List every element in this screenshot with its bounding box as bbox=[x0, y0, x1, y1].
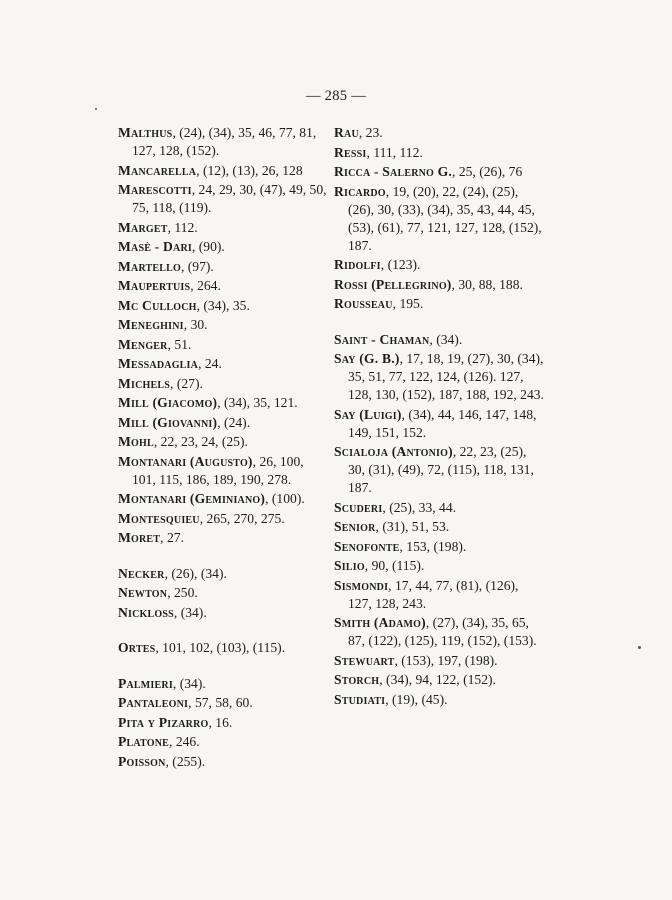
index-entry bbox=[334, 499, 544, 517]
index-entry-pages: , 90, (115). bbox=[364, 558, 425, 573]
index-entry-name: Stewuart bbox=[334, 652, 395, 668]
index-entry-name: Rousseau bbox=[334, 296, 393, 311]
index-entry-pages: , (100). bbox=[265, 491, 305, 506]
index-entry-pages: , (34). bbox=[429, 331, 463, 347]
index-entry-name: Montanari (Geminiano) bbox=[118, 491, 266, 506]
index-entry-name: Senior bbox=[334, 519, 376, 534]
index-entry-pages: , 264. bbox=[190, 278, 221, 293]
index-entry-pages: , 27. bbox=[160, 530, 184, 545]
index-entry bbox=[118, 414, 330, 432]
index-entry-pages: , (24). bbox=[217, 414, 251, 430]
section-gap bbox=[118, 549, 330, 565]
index-entry-pages: , (26), (34). bbox=[164, 565, 227, 581]
index-entry-name: Pantaleoni bbox=[118, 695, 189, 710]
index-entry-name: Messadaglia bbox=[118, 356, 199, 371]
index-entry bbox=[118, 277, 330, 295]
index-entry bbox=[334, 183, 544, 255]
index-entry bbox=[334, 652, 544, 670]
index-entry bbox=[334, 538, 544, 556]
index-entry-name: Rau bbox=[334, 125, 359, 140]
index-entry bbox=[118, 675, 330, 693]
index-entry-name: Ressi bbox=[334, 144, 367, 160]
index-entry bbox=[334, 671, 544, 689]
index-entry-name: Menger bbox=[118, 336, 168, 352]
index-entry bbox=[118, 355, 330, 373]
index-entry-pages: , 25, (26), 76 bbox=[452, 164, 523, 179]
index-entry bbox=[334, 295, 544, 313]
index-entry-pages: , (34). bbox=[173, 604, 207, 620]
index-entry-name: Storch bbox=[334, 672, 380, 687]
index-entry-pages: , (19), (45). bbox=[385, 691, 448, 707]
index-entry-pages: , 23. bbox=[358, 125, 383, 140]
index-entry-pages: , (34). bbox=[172, 675, 206, 691]
index-entry-name: Pita y Pizarro bbox=[118, 714, 209, 730]
index-entry-name: Smith (Adamo) bbox=[334, 615, 426, 630]
index-entry bbox=[118, 124, 330, 160]
index-entry-name: Necker bbox=[118, 565, 165, 581]
index-entry-name: Ricca - Salerno G. bbox=[334, 164, 453, 179]
index-entry-pages: , 24. bbox=[198, 356, 222, 371]
index-entry-pages: , (153), 197, (198). bbox=[394, 652, 498, 668]
index-entry-pages: , (255). bbox=[165, 753, 206, 769]
index-entry bbox=[334, 256, 544, 274]
index-entry-pages: , (90). bbox=[191, 239, 225, 254]
index-entry-pages: , 265, 270, 275. bbox=[199, 510, 285, 526]
index-entry bbox=[118, 604, 330, 622]
index-entry-pages: , 250. bbox=[167, 585, 198, 600]
index-entry-name: Masè - Dari bbox=[118, 239, 192, 254]
index-entry-pages: , 57, 58, 60. bbox=[188, 695, 253, 710]
section-gap bbox=[118, 623, 330, 639]
index-column-right bbox=[334, 124, 544, 710]
index-entry-name: Ortes bbox=[118, 640, 156, 655]
index-entry-pages: , (34), 35. bbox=[196, 297, 250, 313]
index-entry-name: Rossi (Pellegrino) bbox=[334, 276, 452, 292]
index-entry-pages: , (31), 51, 53. bbox=[375, 519, 450, 534]
index-entry bbox=[118, 490, 330, 508]
index-entry-name: Scialoja (Antonio) bbox=[334, 444, 453, 459]
index-entry-name: Sismondi bbox=[334, 577, 389, 593]
index-entry-pages: , 30, 88, 188. bbox=[451, 276, 523, 292]
index-entry-name: Studiati bbox=[334, 691, 386, 707]
index-entry-pages: , (34), 35, 121. bbox=[217, 395, 298, 410]
index-entry bbox=[118, 162, 330, 180]
index-entry bbox=[118, 433, 330, 451]
index-entry-pages: , 246. bbox=[169, 734, 200, 749]
index-entry bbox=[334, 518, 544, 536]
index-entry-pages: , 24, 29, 30, (47), 49, 50, 75, 118, (119). bbox=[132, 182, 327, 215]
index-entry-pages: , 101, 102, (103), (115). bbox=[155, 640, 286, 655]
index-entry bbox=[118, 316, 330, 334]
index-entry-pages: , (27), (34), 35, 65, 87, (122), (125), 119, (152), (153). bbox=[348, 615, 537, 648]
index-entry-pages: , 111, 112. bbox=[366, 144, 423, 160]
index-entry bbox=[118, 753, 330, 771]
index-entry-pages: , 17, 44, 77, (81), (126), 127, 128, 243. bbox=[348, 577, 519, 611]
index-entry-pages: , 51. bbox=[167, 336, 192, 352]
index-entry bbox=[118, 258, 330, 276]
index-entry bbox=[334, 614, 544, 650]
index-entry-pages: , 22, 23, (25), 30, (31), (49), 72, (115), 118, 131, 187. bbox=[348, 444, 534, 495]
index-entry bbox=[334, 331, 544, 349]
index-entry bbox=[334, 276, 544, 294]
index-entry bbox=[118, 529, 330, 547]
index-entry-pages: , 30. bbox=[183, 317, 208, 332]
index-entry bbox=[334, 406, 544, 442]
index-entry bbox=[118, 394, 330, 412]
index-entry-name: Malthus bbox=[118, 125, 173, 140]
index-entry-pages: , 16. bbox=[208, 714, 233, 730]
index-entry-name: Ridolfi bbox=[334, 257, 381, 272]
index-entry bbox=[334, 691, 544, 709]
index-entry-name: Poisson bbox=[118, 753, 166, 769]
index-entry-pages: , (123). bbox=[380, 257, 421, 272]
index-entry bbox=[118, 639, 330, 657]
index-entry bbox=[118, 510, 330, 528]
index-entry-pages: , 22, 23, 24, (25). bbox=[153, 434, 248, 449]
index-entry bbox=[334, 124, 544, 142]
index-entry-pages: , 153, (198). bbox=[399, 538, 467, 554]
index-entry bbox=[334, 350, 544, 404]
index-entry-pages: , 112. bbox=[167, 219, 198, 235]
index-entry bbox=[118, 714, 330, 732]
index-entry bbox=[118, 336, 330, 354]
index-entry-pages: , 19, (20), 22, (24), (25), (26), 30, (33), (34), 35, 43, 44, 45, (53), (61), 77, 121, 127, 128, (152), 187. bbox=[348, 183, 542, 253]
page-number: — 285 — bbox=[305, 88, 367, 104]
index-entry-name: Maupertuis bbox=[118, 278, 191, 293]
index-entry-name: Montanari (Augusto) bbox=[118, 453, 253, 469]
index-entry-name: Mohl bbox=[118, 434, 154, 449]
index-entry-name: Marescotti bbox=[118, 182, 192, 197]
index-column-left bbox=[118, 124, 330, 772]
index-entry bbox=[118, 733, 330, 751]
index-entry-name: Michels bbox=[118, 375, 171, 391]
index-entry bbox=[334, 557, 544, 575]
index-entry-name: Newton bbox=[118, 585, 168, 600]
index-entry-name: Senofonte bbox=[334, 538, 400, 554]
index-entry bbox=[118, 219, 330, 237]
index-entry-pages: , 17, 18, 19, (27), 30, (34), 35, 51, 77, 122, 124, (126). 127, 128, 130, (152), 187, 188, 192, 243. bbox=[348, 351, 544, 402]
index-entry-name: Platone bbox=[118, 734, 170, 749]
index-entry-pages: , 195. bbox=[392, 296, 424, 311]
index-entry bbox=[118, 238, 330, 256]
index-entry-name: Martello bbox=[118, 258, 181, 274]
index-entry-pages: , (97). bbox=[180, 258, 214, 274]
index-entry-name: Nickloss bbox=[118, 604, 174, 620]
margin-dot-mark bbox=[95, 108, 97, 110]
index-entry bbox=[118, 181, 330, 217]
index-entry-name: Say (G. B.) bbox=[334, 351, 400, 366]
index-entry-pages: , (12), (13), 26, 128 bbox=[196, 162, 303, 178]
index-entry-name: Meneghini bbox=[118, 317, 184, 332]
index-entry-pages: , (34), 94, 122, (152). bbox=[379, 672, 496, 687]
index-entry bbox=[118, 694, 330, 712]
section-gap bbox=[118, 659, 330, 675]
index-entry bbox=[334, 443, 544, 497]
index-entry-name: Mill (Giacomo) bbox=[118, 395, 218, 410]
index-entry-name: Mill (Giovanni) bbox=[118, 414, 218, 430]
index-entry-name: Mc Culloch bbox=[118, 297, 197, 313]
index-entry-name: Saint - Chaman bbox=[334, 331, 430, 347]
index-entry-name: Palmieri bbox=[118, 675, 173, 691]
index-entry-name: Say (Luigi) bbox=[334, 406, 402, 422]
index-entry bbox=[118, 375, 330, 393]
index-entry-name: Marget bbox=[118, 219, 168, 235]
index-entry bbox=[334, 577, 544, 613]
index-entry bbox=[118, 297, 330, 315]
index-entry bbox=[334, 163, 544, 181]
index-entry-name: Ricardo bbox=[334, 183, 386, 199]
index-entry-name: Scuderi bbox=[334, 499, 383, 515]
index-entry-name: Mancarella bbox=[118, 162, 197, 178]
index-entry-pages: , (34), 44, 146, 147, 148, 149, 151, 152. bbox=[348, 406, 537, 440]
index-entry-pages: , (25), 33, 44. bbox=[382, 499, 457, 515]
index-entry-name: Montesquieu bbox=[118, 510, 200, 526]
index-entry-name: Silio bbox=[334, 558, 365, 573]
index-entry-pages: , 26, 100, 101, 115, 186, 189, 190, 278. bbox=[132, 453, 304, 487]
section-gap bbox=[334, 315, 544, 331]
index-entry bbox=[118, 565, 330, 583]
index-entry-pages: , (24), (34), 35, 46, 77, 81, 127, 128, (152). bbox=[132, 125, 317, 158]
margin-dot-mark bbox=[638, 646, 641, 649]
index-entry bbox=[334, 144, 544, 162]
index-entry-name: Moret bbox=[118, 530, 161, 545]
index-entry-pages: , (27). bbox=[170, 375, 203, 391]
index-entry bbox=[118, 584, 330, 602]
index-entry bbox=[118, 453, 330, 489]
